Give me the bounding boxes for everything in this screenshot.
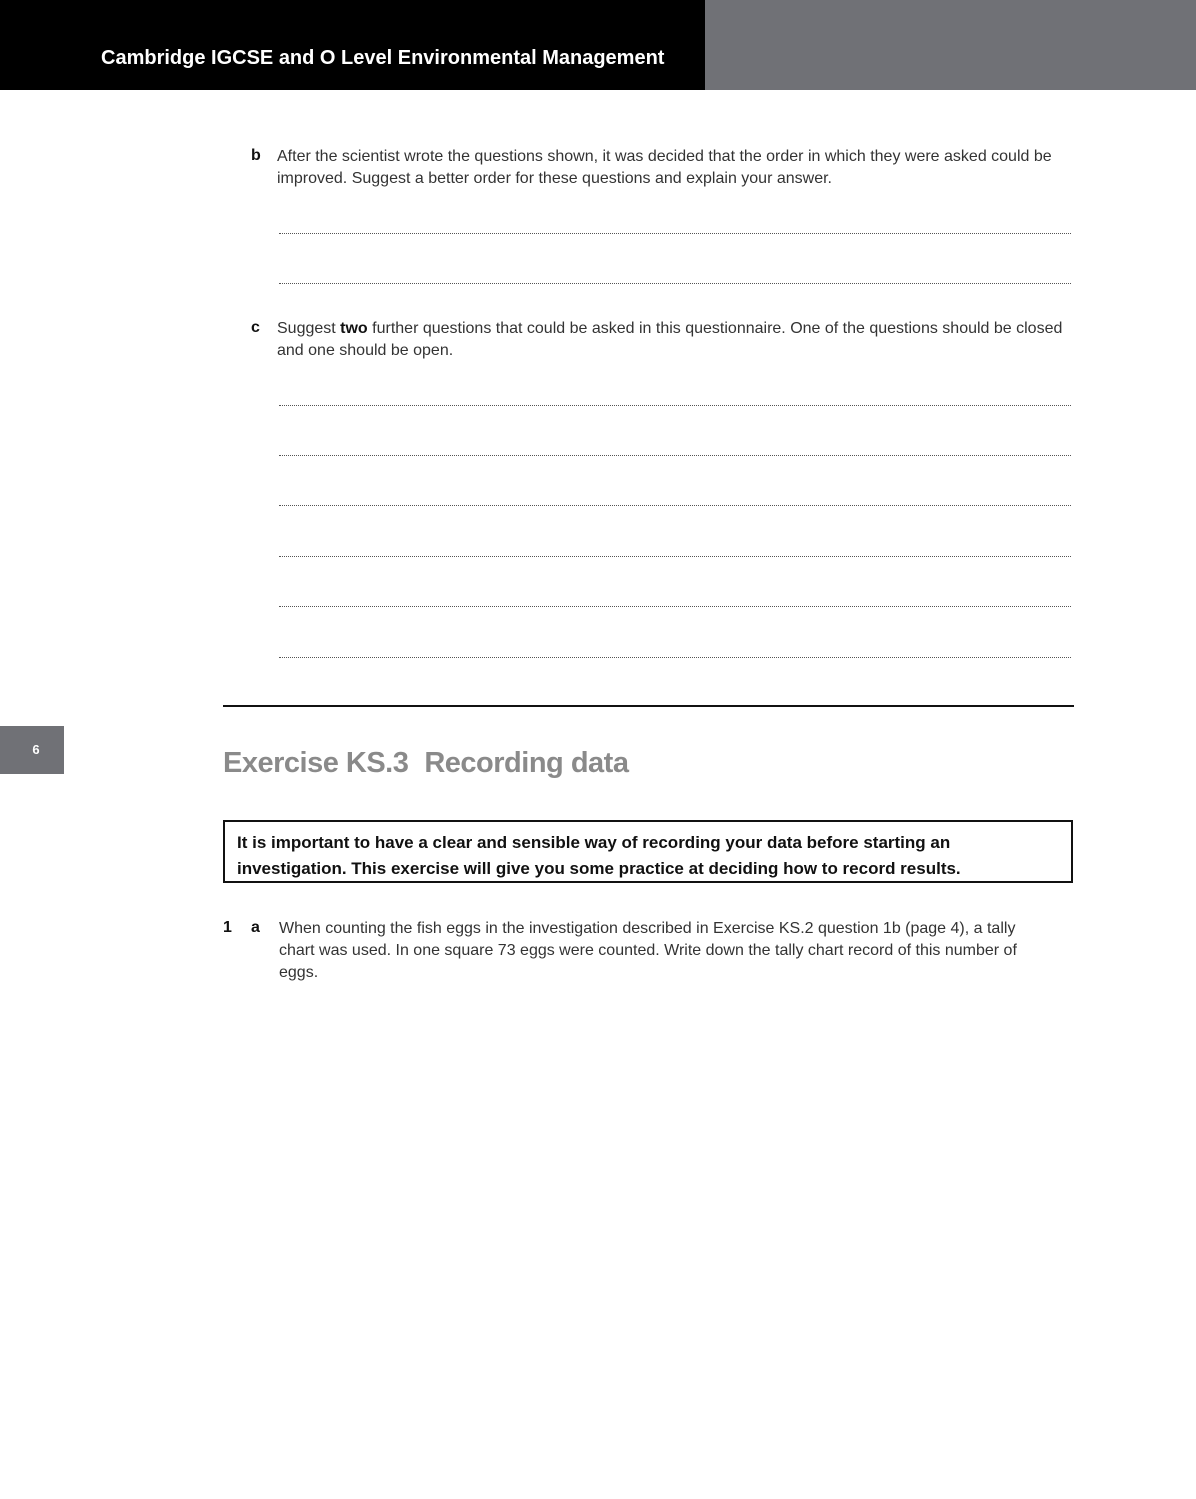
header-accent-bar — [705, 0, 1196, 90]
page-number: 6 — [32, 742, 40, 757]
book-title: Cambridge IGCSE and O Level Environmental Management — [101, 47, 665, 69]
question-1-number: 1 — [223, 919, 232, 936]
question-c-emphasis: two — [340, 320, 368, 337]
question-b-text: After the scientist wrote the questions shown, it was decided that the order in which they were asked could be improved. Suggest a better order for these questions and explain your answer. — [277, 148, 1052, 187]
header-bar — [0, 0, 705, 90]
question-c-text-end: further questions that could be asked in this questionnaire. One of the questions should be closed and one should be open. — [277, 320, 1063, 359]
question-c-text-start: Suggest — [277, 320, 341, 337]
question-c-text — [277, 318, 1067, 362]
question-1a-text: When counting the fish eggs in the investigation described in Exercise KS.2 question 1b (page 4), a tally chart was used. In one square 73 eggs were counted. Write down the tally chart record of this number of eggs. — [279, 920, 1017, 981]
question-c-letter: c — [251, 319, 260, 336]
section-divider — [223, 705, 1074, 707]
exercise-heading — [223, 747, 628, 780]
answer-line[interactable] — [279, 505, 1071, 506]
exercise-intro-box — [223, 820, 1073, 883]
exercise-number: Exercise KS.3 — [223, 747, 409, 779]
answer-line[interactable] — [279, 455, 1071, 456]
answer-line[interactable] — [279, 606, 1071, 607]
answer-line[interactable] — [279, 657, 1071, 658]
answer-line[interactable] — [279, 233, 1071, 234]
exercise-intro-text: It is important to have a clear and sensible way of recording your data before starting an investigation. This exercise will give you some practice at deciding how to record results. — [237, 833, 961, 878]
exercise-title: Recording data — [424, 747, 629, 779]
answer-line[interactable] — [279, 405, 1071, 406]
question-1a-letter: a — [251, 919, 260, 936]
question-b-letter: b — [251, 147, 261, 164]
answer-line[interactable] — [279, 283, 1071, 284]
answer-line[interactable] — [279, 556, 1071, 557]
